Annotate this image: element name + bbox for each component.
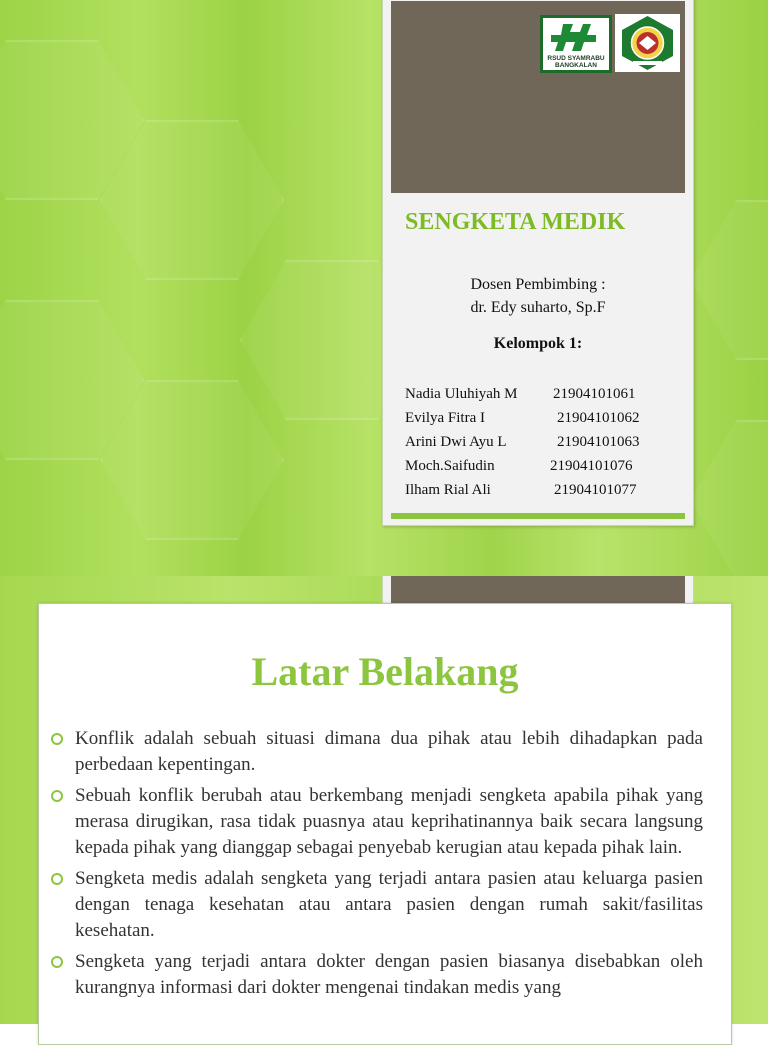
- member-row: [405, 481, 675, 505]
- bullet-circle-icon: [51, 873, 63, 885]
- rsud-logo-text-2: BANGKALAN: [555, 62, 597, 69]
- member-nim: 21904101062: [557, 410, 640, 426]
- supervisor-label: Dosen Pembimbing :: [470, 276, 606, 293]
- accent-bar: [391, 513, 685, 519]
- rsud-logo-text-1: RSUD SYAMRABU: [547, 55, 605, 62]
- rsud-logo: [540, 15, 612, 73]
- supervisor-name: dr. Edy suharto, Sp.F: [470, 299, 606, 316]
- bullet-text: Konflik adalah sebuah situasi dimana dua pihak atau lebih dihadapkan pada perbedaan kepentingan.: [75, 728, 703, 775]
- member-nim: 21904101076: [550, 458, 633, 474]
- bullet-text: Sengketa medis adalah sengketa yang terjadi antara pasien atau keluarga pasien dengan tenaga kesehatan atau antara pasien dengan rumah sakit/fasilitas kesehatan.: [75, 868, 703, 941]
- member-row: [405, 409, 675, 433]
- bullet-text: Sengketa yang terjadi antara dokter dengan pasien biasanya disebabkan oleh kurangnya informasi dari dokter mengenai tindakan medis yang: [75, 951, 703, 998]
- member-name: Arini Dwi Ayu L: [405, 434, 507, 450]
- title-card: [382, 0, 694, 526]
- member-name: Moch.Saifudin: [405, 458, 495, 474]
- group-label: Kelompok 1:: [493, 335, 583, 352]
- rsud-logo-icon: [541, 16, 611, 72]
- bullet-circle-icon: [51, 790, 63, 802]
- member-name: Ilham Rial Ali: [405, 482, 491, 498]
- content-panel: [38, 603, 732, 1045]
- background-hexagon: [690, 200, 768, 360]
- bullet-circle-icon: [51, 733, 63, 745]
- bullet-item: [51, 866, 703, 944]
- supervisor-block: [383, 273, 693, 319]
- bullet-item: [51, 949, 703, 1001]
- bullet-circle-icon: [51, 956, 63, 968]
- member-row: [405, 385, 675, 409]
- university-seal-icon: [615, 14, 680, 72]
- bullet-text: Sebuah konflik berubah atau berkembang menjadi sengketa apabila pihak yang merasa dirugikan, rasa tidak puasnya atau keprihatinannya baik secara langsung kepada pihak yang dianggap sebagai penyebab kerugian atau kepada pihak lain.: [75, 785, 703, 858]
- section-title: Latar Belakang: [251, 649, 519, 694]
- university-logo: [615, 14, 680, 72]
- bullet-item: [51, 783, 703, 861]
- cover-photo: [391, 1, 685, 193]
- member-row: [405, 433, 675, 457]
- member-nim: 21904101061: [553, 386, 636, 402]
- member-list: [405, 385, 675, 505]
- bullet-item: [51, 726, 703, 778]
- member-name: Nadia Uluhiyah M: [405, 386, 518, 402]
- bullet-list: [51, 726, 703, 1006]
- member-row: [405, 457, 675, 481]
- member-nim: 21904101077: [554, 482, 637, 498]
- member-nim: 21904101063: [557, 434, 640, 450]
- presentation-title: SENGKETA MEDIK: [405, 209, 626, 235]
- member-name: Evilya Fitra I: [405, 410, 485, 426]
- background-hexagon: [690, 420, 768, 576]
